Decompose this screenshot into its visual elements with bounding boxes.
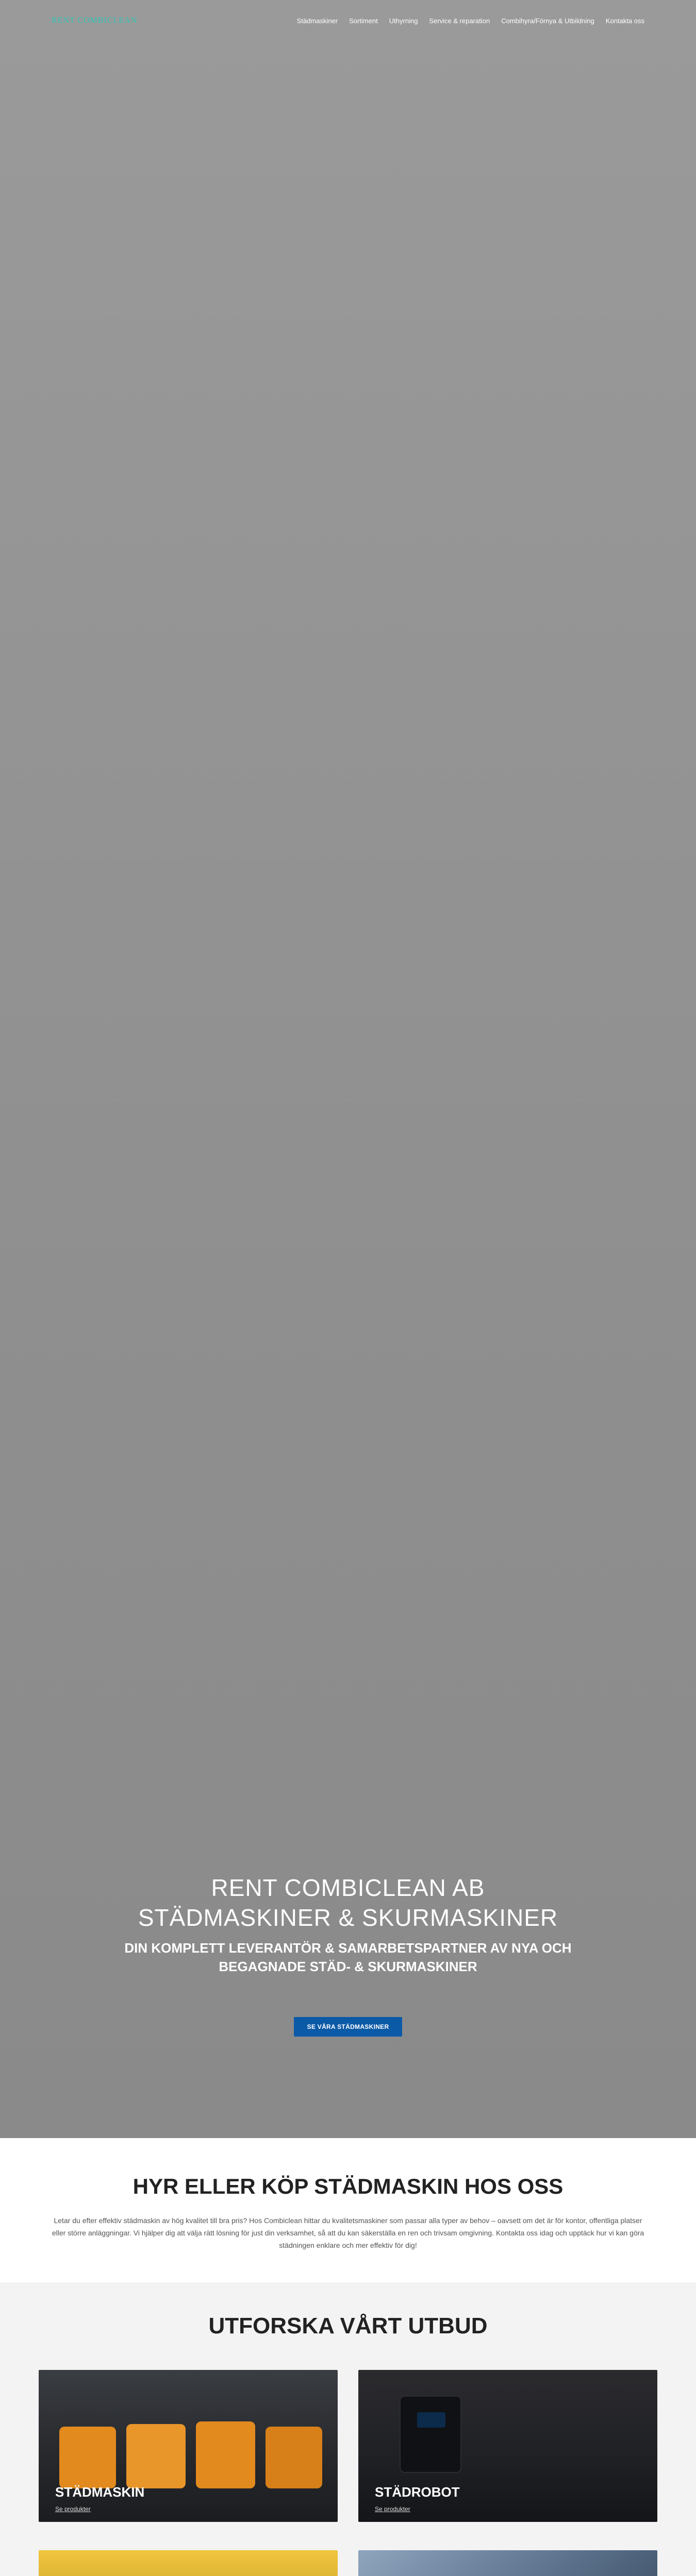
hero-cta-button[interactable]: SE VÅRA STÄDMASKINER [294,2017,403,2037]
category-tile-skurmaskin[interactable] [39,2550,338,2576]
category-tile-stadmaskin[interactable] [39,2370,338,2522]
top-header [0,0,696,41]
explore-heading: UTFORSKA VÅRT UTBUD [208,2313,488,2338]
hero-title-line2: STÄDMASKINER & SKURMASKINER [138,1904,558,1931]
nav-item-uthyrning[interactable]: Uthyrning [389,16,418,25]
hero-title [0,1873,696,1933]
main-nav [297,17,644,25]
nav-item-stadmaskiner[interactable]: Städmaskiner [296,16,338,25]
category-link[interactable]: Se produkter [375,2505,410,2513]
intro-section [0,2138,696,2282]
category-grid [39,2370,657,2576]
machine-image [126,2424,186,2488]
nav-item-combihyra[interactable]: Combihyra/Förnya & Utbildning [501,16,594,25]
robot-image [400,2396,461,2473]
robot-screen [417,2412,445,2428]
category-tile-dammsugare[interactable] [358,2550,657,2576]
category-label: STÄDROBOT [375,2484,460,2500]
machine-image [266,2427,322,2488]
nav-item-kontakt[interactable]: Kontakta oss [605,16,644,25]
site-logo[interactable]: RENT COMBICLEAN [52,16,138,25]
machine-image [59,2427,116,2488]
intro-text: Letar du efter effektiv städmaskin av hög kvalitet till bra pris? Hos Combiclean hittar du kvalitetsmaskiner som passar alla typer av behov – oavsett om det är för kontor, offentliga platser eller större anläggningar. Vi hjälper dig att välja rätt lösning för just din verksamhet, så att du kan säkerställa en ren och trivsam omgivning. Kontakta oss idag och upptäck hur vi kan göra städningen enklare och mer effektiv för dig! [52,2216,644,2249]
intro-heading: HYR ELLER KÖP STÄDMASKIN HOS OSS [132,2174,564,2198]
nav-item-sortiment[interactable]: Sortiment [349,16,378,25]
category-tile-stadrobot[interactable] [358,2370,657,2522]
hero-title-line1: RENT COMBICLEAN AB [211,1874,485,1901]
explore-section [0,2282,696,2576]
category-label: STÄDMASKIN [55,2484,145,2500]
machine-image [196,2421,255,2488]
nav-item-service[interactable]: Service & reparation [429,16,490,25]
hero-subtitle: DIN KOMPLETT LEVERANTÖR & SAMARBETSPARTNER AV NYA OCH BEGAGNADE STÄD- & SKURMASKINER [124,1940,572,1974]
category-link[interactable]: Se produkter [55,2505,91,2513]
hero-text [0,1873,696,2037]
